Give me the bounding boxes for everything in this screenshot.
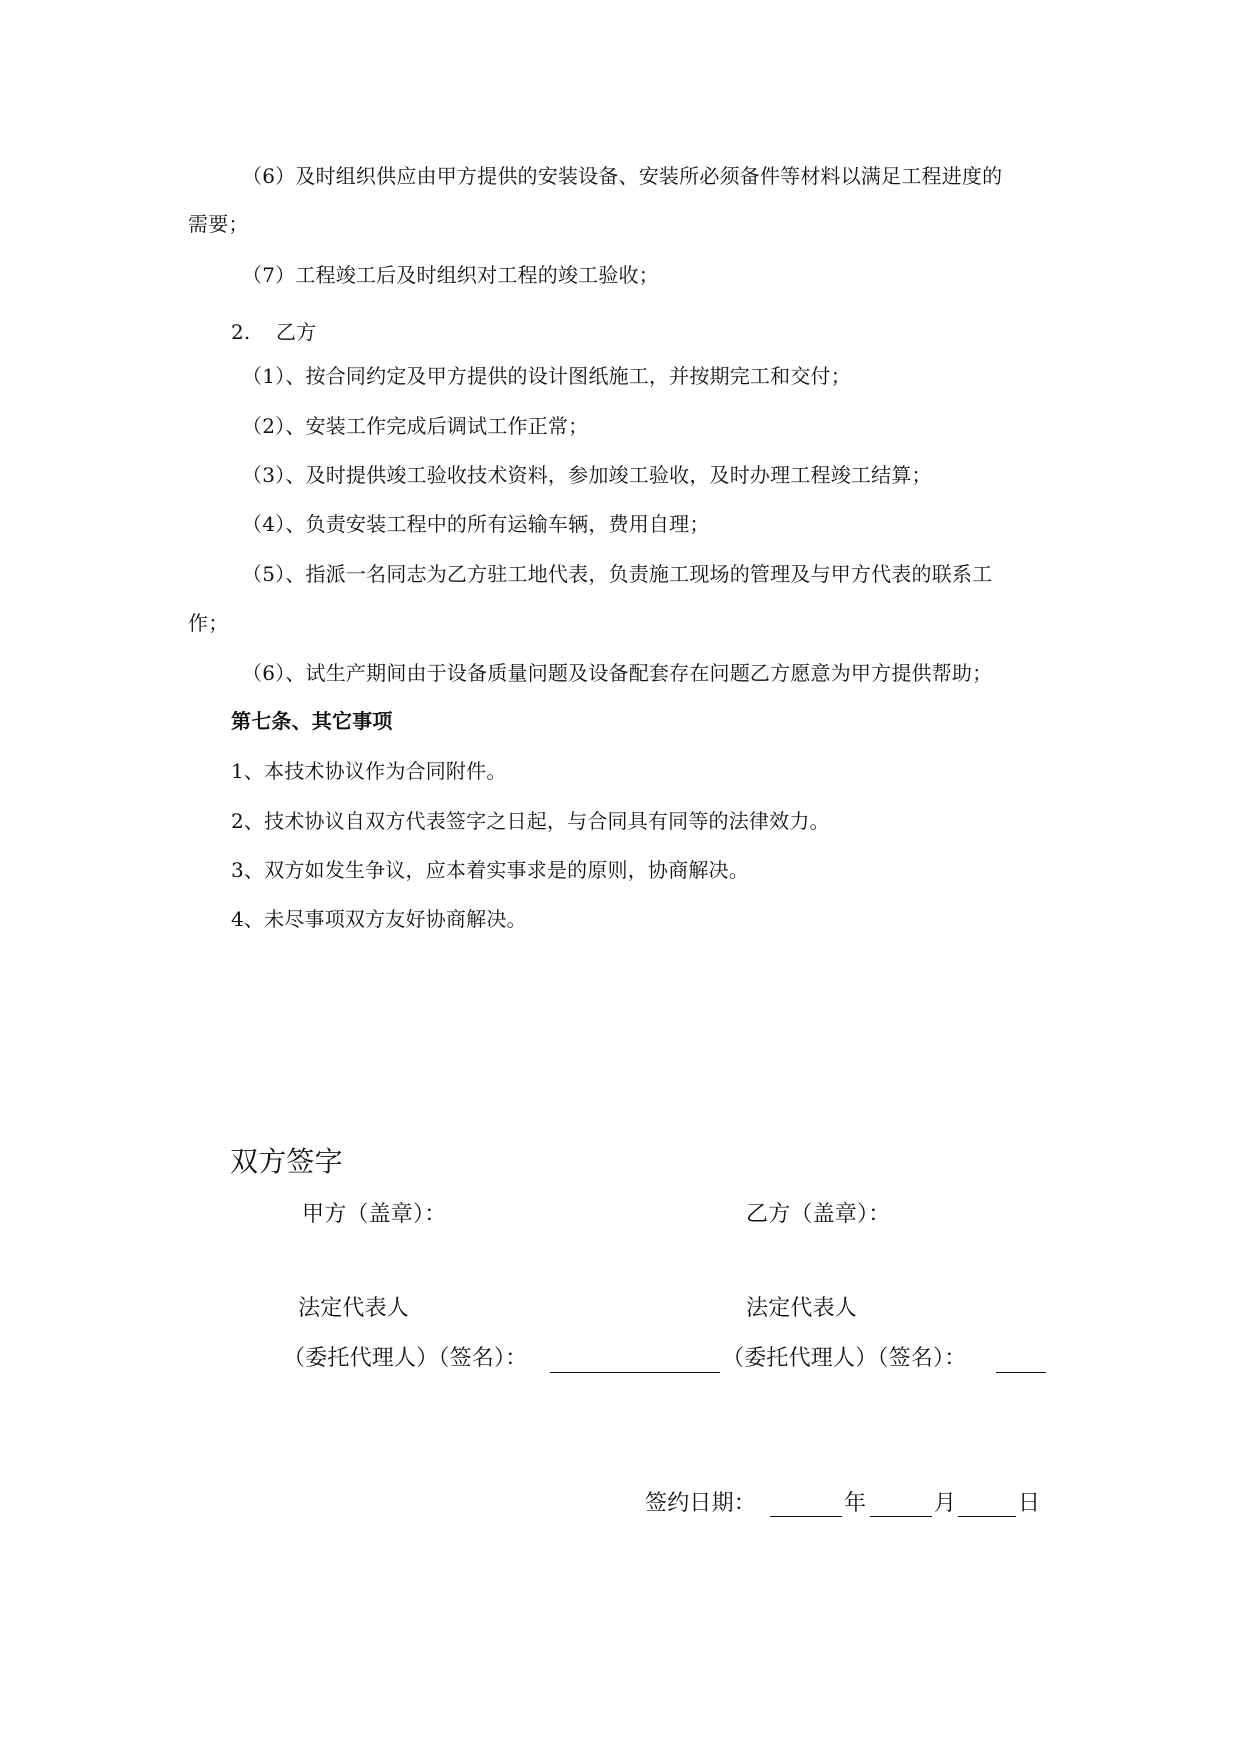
- year-blank[interactable]: [770, 1516, 842, 1517]
- party-b-representative-label: 法定代表人: [746, 1296, 858, 1321]
- party-b-item-4: （4）、负责安装工程中的所有运输车辆，费用自理；: [242, 512, 710, 536]
- article-7-item-3: 3、双方如发生争议，应本着实事求是的原则，协商解决。: [231, 858, 749, 882]
- article-7-item-2: 2、技术协议自双方代表签字之日起，与合同具有同等的法律效力。: [231, 809, 830, 833]
- month-blank[interactable]: [870, 1516, 932, 1517]
- party-a-item-7: （7）工程竣工后及时组织对工程的竣工验收；: [242, 263, 659, 287]
- party-b-item-5-line-1: （5）、指派一名同志为乙方驻工地代表，负责施工现场的管理及与甲方代表的联系工: [242, 562, 993, 586]
- party-b-signature-blank[interactable]: [996, 1372, 1046, 1373]
- party-b-item-6: （6）、试生产期间由于设备质量问题及设备配套存在问题乙方愿意为甲方提供帮助；: [242, 661, 993, 685]
- party-b-heading-number: 2.: [231, 320, 251, 344]
- party-b-item-5-line-2: 作；: [188, 611, 229, 635]
- party-a-item-6-line-2: 需要；: [188, 212, 249, 236]
- article-7-item-1: 1、本技术协议作为合同附件。: [231, 759, 507, 783]
- party-a-item-6-line-1: （6）及时组织供应由甲方提供的安装设备、安装所必须备件等材料以满足工程进度的: [242, 164, 1003, 188]
- party-b-item-1: （1）、按合同约定及甲方提供的设计图纸施工，并按期完工和交付；: [242, 364, 851, 388]
- day-label: 日: [1018, 1491, 1041, 1516]
- party-b-item-3: （3）、及时提供竣工验收技术资料，参加竣工验收，及时办理工程竣工结算；: [242, 463, 932, 487]
- month-label: 月: [934, 1491, 957, 1516]
- party-b-seal-label: 乙方（盖章）：: [746, 1202, 891, 1227]
- year-label: 年: [844, 1491, 867, 1516]
- signature-title: 双方签字: [230, 1145, 343, 1178]
- party-b-item-2: （2）、安装工作完成后调试工作正常；: [242, 414, 589, 438]
- party-a-agent-label: （委托代理人）（签名）：: [283, 1346, 528, 1371]
- party-a-seal-label: 甲方（盖章）：: [302, 1202, 447, 1227]
- party-a-representative-label: 法定代表人: [298, 1296, 410, 1321]
- party-b-agent-label: （委托代理人）（签名）：: [722, 1346, 967, 1371]
- article-7-title: 第七条、其它事项: [231, 709, 393, 733]
- party-a-signature-blank[interactable]: [550, 1372, 720, 1373]
- party-b-heading: 乙方: [276, 320, 317, 344]
- article-7-item-4: 4、未尽事项双方友好协商解决。: [231, 907, 527, 931]
- signing-date-label: 签约日期：: [645, 1491, 757, 1516]
- day-blank[interactable]: [958, 1516, 1016, 1517]
